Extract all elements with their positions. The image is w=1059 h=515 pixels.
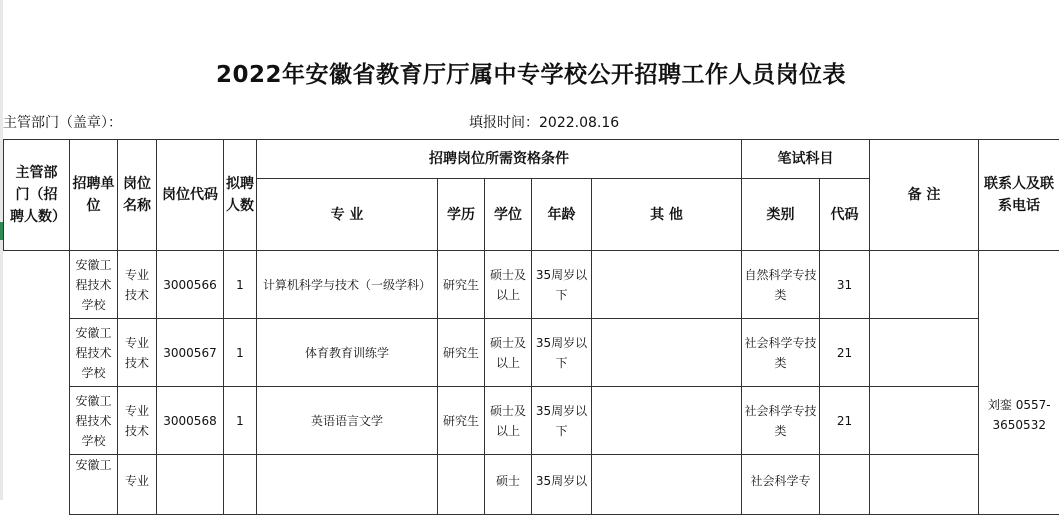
spreadsheet-sheet [3, 0, 1059, 500]
major-cell: 计算机科学与技术（一级学科） [257, 251, 438, 319]
count-cell [224, 455, 257, 515]
header-remark: 备 注 [870, 140, 979, 251]
education-cell: 研究生 [438, 387, 485, 455]
unit-cell: 安徽工程技术学校 [70, 319, 118, 387]
remark-cell [870, 455, 979, 515]
other-cell [592, 455, 742, 515]
table-row [4, 387, 1059, 455]
header-degree: 学位 [485, 179, 532, 251]
count-cell: 1 [224, 387, 257, 455]
header-contact: 联系人及联系电话 [979, 140, 1059, 251]
table-row [4, 251, 1059, 319]
age-cell: 35周岁以下 [532, 319, 592, 387]
header-dept: 主管部门（招聘人数） [4, 140, 70, 251]
other-cell [592, 387, 742, 455]
category-cell: 社会科学专 [742, 455, 820, 515]
header-exam: 笔试科目 [742, 140, 870, 179]
table-row [4, 455, 1059, 515]
remark-cell [870, 319, 979, 387]
post-name-cell: 专业技术 [118, 387, 157, 455]
header-major: 专 业 [257, 179, 438, 251]
major-cell: 体育教育训练学 [257, 319, 438, 387]
count-cell: 1 [224, 251, 257, 319]
header-row-1 [4, 140, 1059, 179]
age-cell: 35周岁以下 [532, 251, 592, 319]
header-post-name: 岗位名称 [118, 140, 157, 251]
header-post-code: 岗位代码 [157, 140, 224, 251]
unit-cell: 安徽工 [70, 455, 118, 515]
code-cell: 21 [820, 387, 870, 455]
header-education: 学历 [438, 179, 485, 251]
education-cell [438, 455, 485, 515]
post-name-cell: 专业 [118, 455, 157, 515]
education-cell: 研究生 [438, 319, 485, 387]
unit-cell: 安徽工程技术学校 [70, 251, 118, 319]
degree-cell: 硕士及以上 [485, 387, 532, 455]
header-count: 拟聘人数 [224, 140, 257, 251]
post-code-cell: 3000566 [157, 251, 224, 319]
post-name-cell: 专业技术 [118, 319, 157, 387]
degree-cell: 硕士 [485, 455, 532, 515]
post-code-cell: 3000568 [157, 387, 224, 455]
remark-cell [870, 251, 979, 319]
age-cell: 35周岁以下 [532, 387, 592, 455]
fill-time: 填报时间：2022.08.16 [469, 112, 619, 132]
post-code-cell: 3000567 [157, 319, 224, 387]
post-name-cell: 专业技术 [118, 251, 157, 319]
degree-cell: 硕士及以上 [485, 251, 532, 319]
post-code-cell [157, 455, 224, 515]
code-cell: 21 [820, 319, 870, 387]
contact-cell: 刘銮 0557-3650532 [979, 251, 1059, 515]
category-cell: 社会科学专技类 [742, 387, 820, 455]
degree-cell: 硕士及以上 [485, 319, 532, 387]
dept-label: 主管部门（盖章）： [3, 112, 122, 132]
dept-cell [4, 251, 70, 515]
positions-table [3, 139, 1059, 515]
age-cell: 35周岁以 [532, 455, 592, 515]
header-other: 其 他 [592, 179, 742, 251]
header-age: 年龄 [532, 179, 592, 251]
header-qualification: 招聘岗位所需资格条件 [257, 140, 742, 179]
remark-cell [870, 387, 979, 455]
count-cell: 1 [224, 319, 257, 387]
page-title: 2022年安徽省教育厅厅属中专学校公开招聘工作人员岗位表 [3, 56, 1059, 89]
education-cell: 研究生 [438, 251, 485, 319]
major-cell: 英语语言文学 [257, 387, 438, 455]
code-cell [820, 455, 870, 515]
other-cell [592, 251, 742, 319]
header-unit: 招聘单位 [70, 140, 118, 251]
header-code: 代码 [820, 179, 870, 251]
unit-cell: 安徽工程技术学校 [70, 387, 118, 455]
other-cell [592, 319, 742, 387]
category-cell: 自然科学专技类 [742, 251, 820, 319]
table-row [4, 319, 1059, 387]
header-category: 类别 [742, 179, 820, 251]
category-cell: 社会科学专技类 [742, 319, 820, 387]
code-cell: 31 [820, 251, 870, 319]
major-cell [257, 455, 438, 515]
